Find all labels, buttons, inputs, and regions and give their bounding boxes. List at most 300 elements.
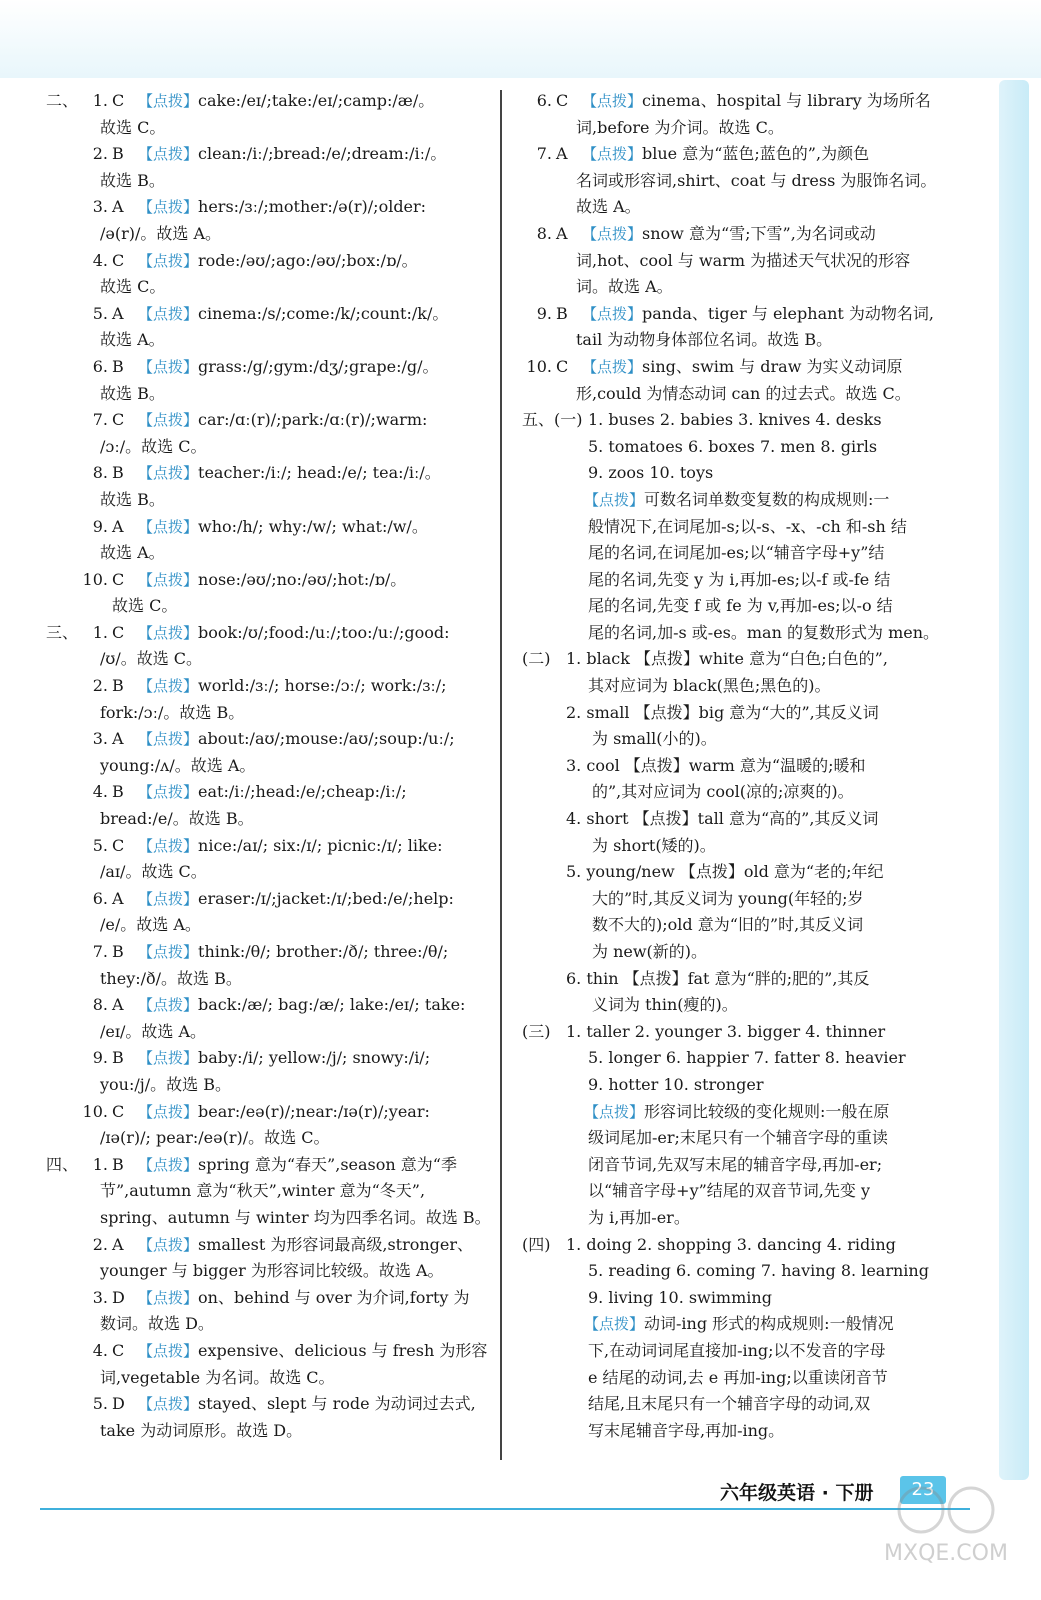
answer-text: 闭音节词,先双写末尾的辅音字母,再加-er; (588, 1154, 883, 1174)
answer-column-left (46, 88, 491, 1444)
answer-line (46, 514, 486, 541)
explanation-text: 词,hot、cool 与 warm 为描述天气状况的形容 (576, 250, 911, 270)
section-label: 三、 (46, 622, 79, 642)
answer-line (522, 168, 942, 195)
question-number: 5. (92, 835, 108, 855)
answer-line (46, 381, 486, 408)
answer-choice: B (112, 356, 124, 376)
explanation-text: bread:/e/。故选 B。 (100, 809, 254, 829)
explanation-text: bear:/eə(r)/;near:/ɪə(r)/;year: (198, 1101, 430, 1121)
answer-line (522, 1232, 942, 1259)
answer-choice: C (112, 410, 125, 430)
answer-line (522, 381, 942, 408)
hint-tag: 【点拨】 (582, 92, 643, 110)
hint-tag: 【点拨】 (138, 570, 199, 589)
explanation-text: 故选 B。 (100, 383, 165, 403)
answer-line (46, 1125, 486, 1152)
explanation-text: sing、swim 与 draw 为实义动词原 (642, 356, 903, 376)
answer-line (46, 301, 486, 328)
explanation-text: 故选 A。 (100, 330, 165, 350)
explanation-text: 形,could 为情态动词 can 的过去式。故选 C。 (576, 383, 911, 403)
explanation-text: grass:/g/;gym:/dʒ/;grape:/g/。 (198, 356, 439, 376)
answer-line (522, 1338, 942, 1365)
answer-line (522, 939, 942, 966)
question-number: 2. (92, 144, 108, 164)
explanation-text: teacher:/iː/; head:/e/; tea:/iː/。 (198, 463, 441, 483)
hint-tag: 【点拨】 (138, 251, 199, 270)
explanation-text: younger 与 bigger 为形容词比较级。故选 A。 (100, 1261, 444, 1281)
question-number: 6. (92, 888, 108, 908)
answer-choice: A (112, 303, 124, 323)
answer-line (46, 992, 486, 1019)
hint-tag: 【点拨】 (582, 304, 643, 323)
answer-line (522, 460, 942, 487)
explanation-text: spring 意为“春天”,season 意为“季 (198, 1154, 457, 1174)
question-number: 2. (92, 1234, 108, 1254)
question-number: 3. (92, 729, 108, 749)
answer-line (522, 487, 942, 514)
explanation-text: 故选 C。 (100, 117, 166, 137)
answer-line (522, 726, 942, 753)
answer-line (522, 620, 942, 647)
answer-line (46, 673, 486, 700)
question-number: 8. (92, 995, 108, 1015)
answer-line (46, 620, 486, 647)
answer-choice: A (112, 516, 124, 536)
hint-tag: 【点拨】 (138, 464, 199, 483)
answer-text: 结尾,且末尾只有一个辅音字母的动词,双 (588, 1394, 871, 1414)
hint-tag: 【点拨】 (138, 304, 199, 323)
answer-line (522, 912, 942, 939)
answer-choice: A (556, 144, 568, 164)
question-number: 4. (92, 782, 108, 802)
answer-choice: A (556, 223, 568, 243)
answer-line (522, 593, 942, 620)
answer-line (46, 460, 486, 487)
answer-text: 6. thin 【点拨】fat 意为“胖的;肥的”,其反 (566, 968, 870, 988)
answer-line (46, 1418, 486, 1445)
answer-line (522, 248, 942, 275)
answer-line (46, 1019, 486, 1046)
answer-line (46, 833, 486, 860)
answer-choice: C (112, 250, 125, 270)
answer-line (46, 1152, 486, 1179)
answer-line (46, 194, 486, 221)
explanation-text: stayed、slept 与 rode 为动词过去式, (198, 1394, 476, 1414)
hint-tag: 【点拨】 (582, 357, 643, 376)
answer-text: 2. small 【点拨】big 意为“大的”,其反义词 (566, 702, 879, 722)
explanation-text: car:/ɑː(r)/;park:/ɑː(r)/;warm: (198, 410, 428, 430)
question-number: 5. (92, 303, 108, 323)
answer-text: 般情况下,在词尾加-s;以-s、-x、-ch 和-sh 结 (588, 516, 907, 536)
explanation-text: young:/ʌ/。故选 A。 (100, 755, 256, 775)
answer-line (46, 274, 486, 301)
answer-line (46, 700, 486, 727)
answer-line (522, 274, 942, 301)
hint-tag: 【点拨】 (138, 943, 199, 961)
answer-choice: C (112, 835, 125, 855)
answer-line (46, 912, 486, 939)
answer-line (46, 540, 486, 567)
answer-line (46, 859, 486, 886)
answer-text: 下,在动词词尾直接加-ing;以不发音的字母 (588, 1340, 886, 1360)
watermark-logo (861, 1480, 1031, 1570)
page-top-band (0, 0, 1041, 78)
answer-line (46, 1258, 486, 1285)
answer-line (46, 966, 486, 993)
answer-line (46, 1391, 486, 1418)
answer-text: e 结尾的动词,去 e 再加-ing;以重读闭音节 (588, 1367, 888, 1387)
answer-text: 写末尾辅音字母,再加-ing。 (588, 1420, 785, 1440)
answer-choice: D (112, 1394, 125, 1414)
answer-line (46, 886, 486, 913)
answer-choice: A (112, 888, 124, 908)
hint-tag: 【点拨】 (138, 1155, 199, 1174)
explanation-text: 形容词比较级的变化规则:一般在原 (644, 1101, 890, 1121)
answer-column-right (522, 88, 942, 1444)
answer-text: 尾的名词,在词尾加-es;以“辅音字母+y”结 (588, 543, 885, 563)
hint-tag: 【点拨】 (138, 357, 199, 376)
answer-choice: B (112, 1048, 124, 1068)
answer-text: 9. living 10. swimming (588, 1287, 772, 1307)
answer-choice: A (112, 729, 124, 749)
question-number: 1. (92, 622, 108, 642)
explanation-text: /e/。故选 A。 (100, 915, 201, 935)
explanation-text: eraser:/ɪ/;jacket:/ɪ/;bed:/e/;help: (198, 888, 454, 908)
answer-line (522, 434, 942, 461)
answer-line (522, 514, 942, 541)
hint-tag: 【点拨】 (138, 92, 199, 110)
answer-line (522, 966, 942, 993)
book-title: 六年级英语 · 下册 (720, 1482, 874, 1504)
question-number: 2. (92, 676, 108, 696)
hint-tag: 【点拨】 (138, 996, 199, 1015)
answer-line (522, 1152, 942, 1179)
section-label: 四、 (46, 1154, 79, 1174)
answer-text: 1. buses 2. babies 3. knives 4. desks (588, 410, 882, 430)
explanation-text: 数词。故选 D。 (100, 1314, 214, 1334)
question-number: 4. (92, 250, 108, 270)
explanation-text: cinema、hospital 与 library 为场所名 (642, 91, 931, 110)
answer-line (522, 1019, 942, 1046)
hint-tag: 【点拨】 (584, 490, 645, 509)
hint-tag: 【点拨】 (138, 1395, 199, 1414)
section-label: (三) (522, 1021, 551, 1041)
answer-line (522, 1178, 942, 1205)
answer-line (46, 168, 486, 195)
answer-line (522, 1391, 942, 1418)
explanation-text: 数不大的);old 意为“旧的”时,其反义词 (592, 915, 864, 935)
answer-text: 5. reading 6. coming 7. having 8. learning (588, 1261, 929, 1281)
explanation-text: panda、tiger 与 elephant 为动物名词, (642, 303, 935, 323)
explanation-text: nice:/aɪ/; six:/ɪ/; picnic:/ɪ/; like: (198, 835, 443, 855)
answer-choice: C (112, 569, 125, 589)
hint-tag: 【点拨】 (584, 1315, 645, 1334)
explanation-text: 故选 C。 (112, 596, 178, 616)
answer-choice: D (112, 1287, 125, 1307)
answer-text: 4. short 【点拨】tall 意为“高的”,其反义词 (566, 809, 879, 829)
answer-line (522, 115, 942, 142)
explanation-text: snow 意为“雪;下雪”,为名词或动 (642, 223, 876, 243)
hint-tag: 【点拨】 (138, 623, 199, 642)
explanation-text: 的”,其对应词为 cool(凉的;凉爽的)。 (592, 782, 854, 802)
section-label: 五、(一) (522, 410, 583, 430)
explanation-text: 故选 C。 (100, 277, 166, 297)
question-number: 9. (536, 303, 552, 323)
answer-line (522, 673, 942, 700)
answer-line (46, 115, 486, 142)
answer-line (522, 833, 942, 860)
page-side-band (999, 80, 1029, 1480)
hint-tag: 【点拨】 (138, 198, 199, 217)
answer-text: 5. longer 6. happier 7. fatter 8. heavier (588, 1048, 906, 1068)
section-label: (四) (522, 1234, 551, 1254)
answer-line (522, 753, 942, 780)
explanation-text: think:/θ/; brother:/ð/; three:/θ/; (198, 942, 449, 961)
answer-text: 9. zoos 10. toys (588, 463, 714, 483)
answer-choice: B (556, 303, 568, 323)
answer-choice: C (112, 1340, 125, 1360)
answer-line (46, 1072, 486, 1099)
explanation-text: cinema:/s/;come:/k/;count:/k/。 (198, 303, 449, 323)
explanation-text: nose:/əʊ/;no:/əʊ/;hot:/ɒ/。 (198, 569, 407, 589)
question-number: 6. (536, 91, 552, 110)
question-number: 3. (92, 197, 108, 217)
question-number: 10. (526, 356, 552, 376)
answer-choice: A (112, 995, 124, 1015)
answer-text: 3. cool 【点拨】warm 意为“温暖的;暖和 (566, 755, 866, 775)
hint-tag: 【点拨】 (138, 783, 199, 802)
answer-line (46, 779, 486, 806)
explanation-text: hers:/ɜː/;mother:/ə(r)/;older: (198, 197, 427, 217)
answer-line (522, 1285, 942, 1312)
answer-line (522, 540, 942, 567)
answer-line (46, 487, 486, 514)
answer-choice: B (112, 782, 124, 802)
explanation-text: /ɪə(r)/; pear:/eə(r)/。故选 C。 (100, 1128, 330, 1148)
answer-line (46, 1232, 486, 1259)
explanation-text: 动词-ing 形式的构成规则:一般情况 (644, 1314, 894, 1334)
explanation-text: 为 small(小的)。 (592, 729, 717, 749)
question-number: 4. (92, 1340, 108, 1360)
answer-text: 5. young/new 【点拨】old 意为“老的;年纪 (566, 862, 884, 882)
explanation-text: 节”,autumn 意为“秋天”,winter 意为“冬天”, (100, 1181, 426, 1201)
hint-tag: 【点拨】 (584, 1102, 645, 1121)
answer-line (522, 886, 942, 913)
explanation-text: smallest 为形容词最高级,stronger、 (198, 1234, 474, 1254)
explanation-text: who:/h/; why:/w/; what:/w/。 (198, 516, 428, 536)
answer-line (46, 407, 486, 434)
answer-line (46, 221, 486, 248)
question-number: 9. (92, 516, 108, 536)
answer-line (522, 221, 942, 248)
hint-tag: 【点拨】 (138, 1235, 199, 1254)
explanation-text: 故选 A。 (576, 197, 641, 217)
answer-line (46, 1285, 486, 1312)
answer-line (522, 1072, 942, 1099)
explanation-text: /ʊ/。故选 C。 (100, 649, 203, 669)
answer-line (522, 567, 942, 594)
answer-choice: C (112, 622, 125, 642)
answer-choice: B (112, 463, 124, 483)
hint-tag: 【点拨】 (138, 1102, 199, 1121)
answer-line (46, 1045, 486, 1072)
hint-tag: 【点拨】 (582, 145, 643, 164)
explanation-text: take 为动词原形。故选 D。 (100, 1420, 303, 1440)
answer-choice: A (112, 197, 124, 217)
answer-line (522, 327, 942, 354)
answer-line (522, 646, 942, 673)
question-number: 8. (92, 463, 108, 483)
explanation-text: book:/ʊ/;food:/uː/;too:/uː/;good: (198, 622, 450, 642)
explanation-text: about:/aʊ/;mouse:/aʊ/;soup:/uː/; (198, 729, 455, 749)
explanation-text: /aɪ/。故选 C。 (100, 862, 207, 882)
answer-line (46, 939, 486, 966)
hint-tag: 【点拨】 (138, 1288, 199, 1307)
answer-choice: B (112, 144, 124, 164)
answer-line (46, 1099, 486, 1126)
explanation-text: clean:/iː/;bread:/e/;dream:/iː/。 (198, 144, 447, 164)
explanation-text: 故选 A。 (100, 543, 165, 563)
explanation-text: 故选 B。 (100, 170, 165, 190)
answer-line (46, 567, 486, 594)
explanation-text: 词,before 为介词。故选 C。 (576, 117, 784, 137)
answer-line (522, 1258, 942, 1285)
answer-choice: C (112, 91, 125, 110)
answer-text: 1. doing 2. shopping 3. dancing 4. riding (566, 1234, 896, 1254)
hint-tag: 【点拨】 (138, 517, 199, 536)
hint-tag: 【点拨】 (138, 1049, 199, 1068)
answer-line (522, 354, 942, 381)
section-label: 二、 (46, 91, 79, 110)
answer-line (522, 1099, 942, 1126)
explanation-text: baby:/i/; yellow:/j/; snowy:/i/; (198, 1048, 431, 1068)
answer-line (522, 992, 942, 1019)
explanation-text: they:/ð/。故选 B。 (100, 968, 242, 988)
footer-rule (40, 1508, 970, 1510)
column-divider (500, 90, 502, 1460)
hint-tag: 【点拨】 (138, 145, 199, 164)
answer-text: 级词尾加-er;末尾只有一个辅音字母的重读 (588, 1128, 888, 1148)
explanation-text: 可数名词单数变复数的构成规则:一 (644, 489, 890, 509)
answer-choice: C (556, 356, 569, 376)
answer-line (46, 593, 486, 620)
explanation-text: 为 new(新的)。 (592, 942, 708, 961)
answer-line (46, 1338, 486, 1365)
hint-tag: 【点拨】 (138, 411, 199, 430)
explanation-text: 故选 B。 (100, 489, 165, 509)
answer-text: 其对应词为 black(黑色;黑色的)。 (588, 676, 831, 696)
answer-text: 尾的名词,加-s 或-es。man 的复数形式为 men。 (588, 622, 940, 642)
answer-line (46, 88, 486, 115)
question-number: 10. (82, 1101, 108, 1121)
answer-text: 尾的名词,先变 f 或 fe 为 v,再加-es;以-o 结 (588, 596, 893, 616)
answer-line (522, 700, 942, 727)
explanation-text: tail 为动物身体部位名词。故选 B。 (576, 330, 833, 350)
explanation-text: on、behind 与 over 为介词,forty 为 (198, 1287, 470, 1307)
answer-line (46, 434, 486, 461)
answer-choice: C (112, 1101, 125, 1121)
question-number: 10. (82, 569, 108, 589)
answer-line (522, 301, 942, 328)
answer-line (46, 327, 486, 354)
question-number: 1. (92, 1154, 108, 1174)
answer-line (46, 354, 486, 381)
answer-line (46, 753, 486, 780)
explanation-text: /ɔː/。故选 C。 (100, 436, 207, 456)
explanation-text: world:/ɜː/; horse:/ɔː/; work:/ɜː/; (198, 676, 447, 696)
answer-text: 1. taller 2. younger 3. bigger 4. thinner (566, 1021, 886, 1041)
question-number: 7. (92, 942, 108, 961)
answer-line (522, 407, 942, 434)
answer-text: 9. hotter 10. stronger (588, 1074, 764, 1094)
answer-text: 为 i,再加-er。 (588, 1207, 690, 1227)
explanation-text: 词,vegetable 为名词。故选 C。 (100, 1367, 335, 1387)
answer-line (522, 859, 942, 886)
answer-line (46, 726, 486, 753)
answer-line (522, 806, 942, 833)
explanation-text: 为 short(矮的)。 (592, 835, 716, 855)
explanation-text: expensive、delicious 与 fresh 为形容 (198, 1340, 488, 1360)
answer-line (522, 779, 942, 806)
explanation-text: 词。故选 A。 (576, 277, 673, 297)
section-label: (二) (522, 649, 551, 669)
question-number: 9. (92, 1048, 108, 1068)
answer-line (46, 806, 486, 833)
explanation-text: /ə(r)/。故选 A。 (100, 223, 222, 243)
answer-choice: A (112, 1234, 124, 1254)
explanation-text: rode:/əʊ/;ago:/əʊ/;box:/ɒ/。 (198, 250, 418, 270)
answer-line (522, 1418, 942, 1445)
answer-choice: B (112, 676, 124, 696)
explanation-text: 大的”时,其反义词为 young(年轻的;岁 (592, 888, 864, 908)
question-number: 1. (92, 91, 108, 110)
answer-line (522, 1365, 942, 1392)
explanation-text: 名词或形容词,shirt、coat 与 dress 为服饰名词。 (576, 170, 937, 190)
explanation-text: /eɪ/。故选 A。 (100, 1021, 207, 1041)
answer-choice: C (556, 91, 569, 110)
answer-text: 以“辅音字母+y”结尾的双音节词,先变 y (588, 1181, 871, 1201)
answer-line (46, 1205, 491, 1232)
hint-tag: 【点拨】 (582, 224, 643, 243)
answer-choice: B (112, 1154, 124, 1174)
answer-text: 5. tomatoes 6. boxes 7. men 8. girls (588, 436, 878, 456)
answer-text: 尾的名词,先变 y 为 i,再加-es;以-f 或-fe 结 (588, 569, 891, 589)
explanation-text: eat:/iː/;head:/e/;cheap:/iː/; (198, 782, 407, 802)
answer-line (522, 1045, 942, 1072)
answer-line (522, 1125, 942, 1152)
hint-tag: 【点拨】 (138, 1341, 199, 1360)
hint-tag: 【点拨】 (138, 677, 199, 696)
answer-line (46, 646, 486, 673)
answer-line (46, 141, 486, 168)
hint-tag: 【点拨】 (138, 889, 199, 908)
page-number: 23 (900, 1476, 946, 1504)
answer-line (46, 248, 486, 275)
answer-line (522, 88, 942, 115)
answer-text: 1. black 【点拨】white 意为“白色;白色的”, (566, 649, 888, 669)
explanation-text: cake:/eɪ/;take:/eɪ/;camp:/æ/。 (198, 91, 435, 110)
question-number: 7. (92, 410, 108, 430)
answer-line (46, 1311, 486, 1338)
hint-tag: 【点拨】 (138, 730, 199, 749)
answer-line (46, 1178, 486, 1205)
question-number: 8. (536, 223, 552, 243)
explanation-text: fork:/ɔː/。故选 B。 (100, 702, 245, 722)
explanation-text: you:/j/。故选 B。 (100, 1074, 231, 1094)
answer-line (522, 194, 942, 221)
explanation-text: blue 意为“蓝色;蓝色的”,为颜色 (642, 144, 870, 164)
